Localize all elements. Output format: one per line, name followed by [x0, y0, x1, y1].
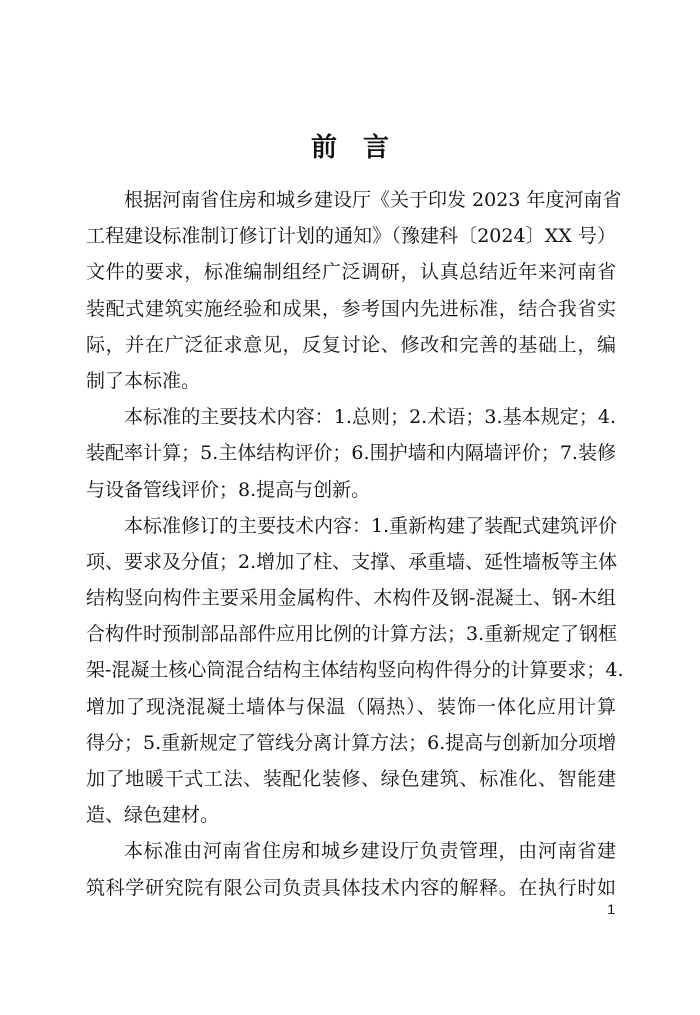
- paragraph-line: 造、绿色建材。: [86, 804, 220, 827]
- paragraph-line: 加了地暖干式工法、装配化装修、绿色建筑、标准化、智能建: [86, 768, 616, 790]
- paragraph-line: 增加了现浇混凝土墙体与保温（隔热）、装饰一体化应用计算: [86, 695, 616, 718]
- paragraph-line: 根据河南省住房和城乡建设厅《关于印发 2023 年度河南省: [124, 189, 622, 211]
- paragraph-management: [86, 833, 616, 905]
- paragraph-line: 装配率计算；5.主体结构评价；6.围护墙和内隔墙评价；7.装修: [86, 442, 616, 465]
- paragraph-line: 工程建设标准制订修订计划的通知》（豫建科〔2024〕XX 号）: [86, 225, 616, 248]
- paragraph-line: 本标准由河南省住房和城乡建设厅负责管理，由河南省建: [124, 840, 616, 863]
- paragraph-line: 与设备管线评价；8.提高与创新。: [86, 478, 371, 501]
- paragraph-background: [86, 182, 622, 399]
- paragraph-line: 本标准的主要技术内容：1.总则；2.术语；3.基本规定；4.: [124, 406, 616, 429]
- paragraph-line: 架-混凝土核心筒混合结构主体结构竖向构件得分的计算要求；4.: [86, 659, 624, 682]
- paragraph-line: 装配式建筑实施经验和成果，参考国内先进标准，结合我省实: [86, 297, 616, 320]
- paragraph-line: 结构竖向构件主要采用金属构件、木构件及钢-混凝土、钢-木组: [86, 587, 616, 610]
- paragraph-line: 项、要求及分值；2.增加了柱、支撑、承重墙、延性墙板等主体: [86, 550, 618, 573]
- paragraph-line: 得分；5.重新规定了管线分离计算方法；6.提高与创新加分项增: [86, 731, 617, 754]
- paragraph-line: 际，并在广泛征求意见，反复讨论、修改和完善的基础上，编: [86, 333, 616, 356]
- paragraph-line: 合构件时预制部品部件应用比例的计算方法；3.重新规定了钢框: [86, 623, 618, 646]
- page-title-char-2: 言: [363, 133, 390, 163]
- page-number: 1: [607, 901, 615, 917]
- document-body: [86, 182, 624, 906]
- paragraph-line: 文件的要求，标准编制组经广泛调研，认真总结近年来河南省: [86, 261, 616, 284]
- paragraph-line: 制了本标准。: [86, 369, 201, 392]
- page-title: [0, 131, 700, 165]
- page-title-char-1: 前: [310, 133, 337, 163]
- paragraph-line: 筑科学研究院有限公司负责具体技术内容的解释。在执行时如: [86, 876, 616, 899]
- paragraph-revision-content: [86, 508, 624, 834]
- paragraph-line: 本标准修订的主要技术内容：1.重新构建了装配式建筑评价: [124, 514, 618, 537]
- paragraph-main-content: [86, 399, 616, 508]
